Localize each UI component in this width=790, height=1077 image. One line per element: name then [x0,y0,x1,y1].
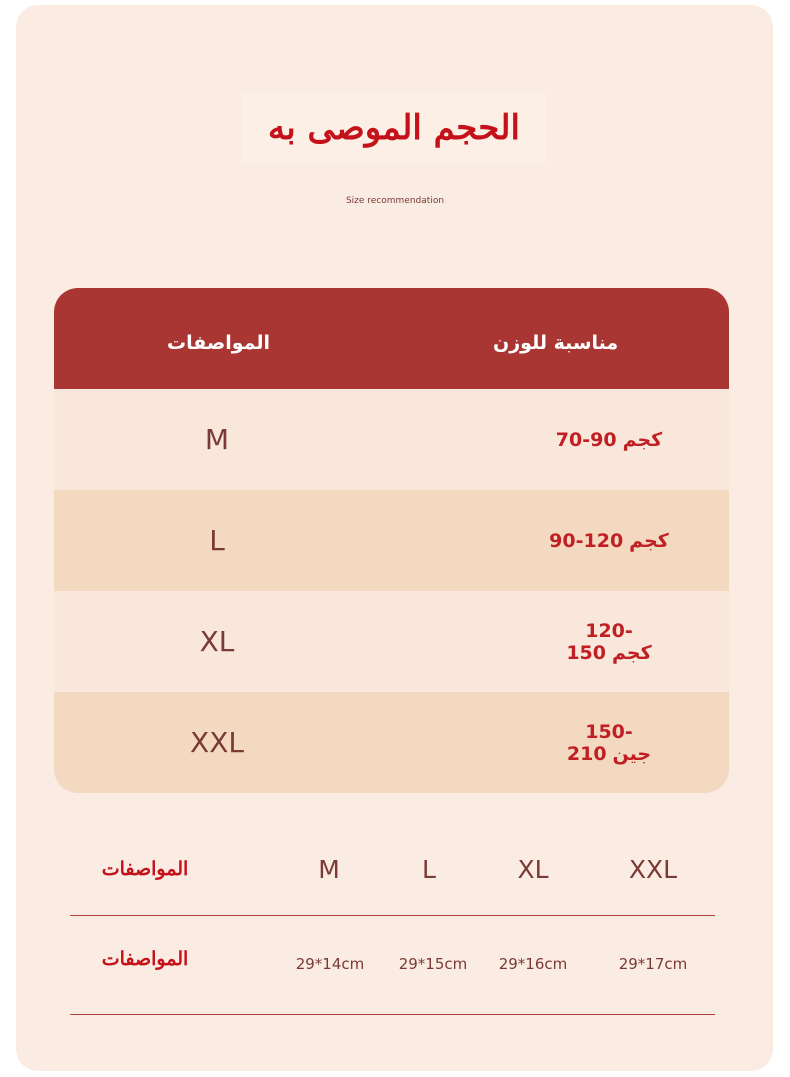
weight-unit: كجم [612,641,652,664]
weight-header: مناسبة للوزن [493,332,619,354]
weight-range: 70-90 [555,428,617,451]
dimension-cell: 29*15cm [398,955,468,973]
size-heading: XL [517,855,549,884]
table-row [54,389,729,490]
page-title: الحجم الموصى به [268,108,520,148]
size-heading: L [422,855,436,884]
table-row [54,490,729,591]
weight-unit: جين [612,742,652,765]
size-cell: XL [199,625,235,658]
divider [70,1014,715,1015]
spec-header: المواصفات [167,332,271,354]
dimension-cell: 29*14cm [295,955,365,973]
row-label: المواصفات [101,948,189,970]
size-cell: M [204,423,230,456]
weight-unit: كجم [629,529,669,552]
weight-unit: كجم [622,428,663,451]
weight-cell [454,591,729,692]
table-header [54,288,729,389]
dimension-size-row [70,848,715,894]
table-row [54,692,729,793]
table-row [54,591,729,692]
dimension-cell: 29*16cm [498,955,568,973]
dimension-value-row [70,945,715,985]
page-subtitle: Size recommendation [345,196,445,206]
weight-cell [454,692,729,793]
size-cell: XXL [190,726,244,759]
weight-range: 150-210 [566,720,633,765]
weight-range: 120-150 [566,619,633,664]
size-weight-table [54,288,729,793]
divider [70,915,715,916]
size-heading: M [318,855,340,884]
size-cell: L [209,524,225,557]
size-heading: XXL [628,855,678,884]
dimension-cell: 29*17cm [618,955,688,973]
title-banner [242,92,546,164]
weight-cell [454,389,729,490]
weight-range: 90-120 [549,529,624,552]
row-label: المواصفات [101,858,189,880]
weight-cell [454,490,729,591]
